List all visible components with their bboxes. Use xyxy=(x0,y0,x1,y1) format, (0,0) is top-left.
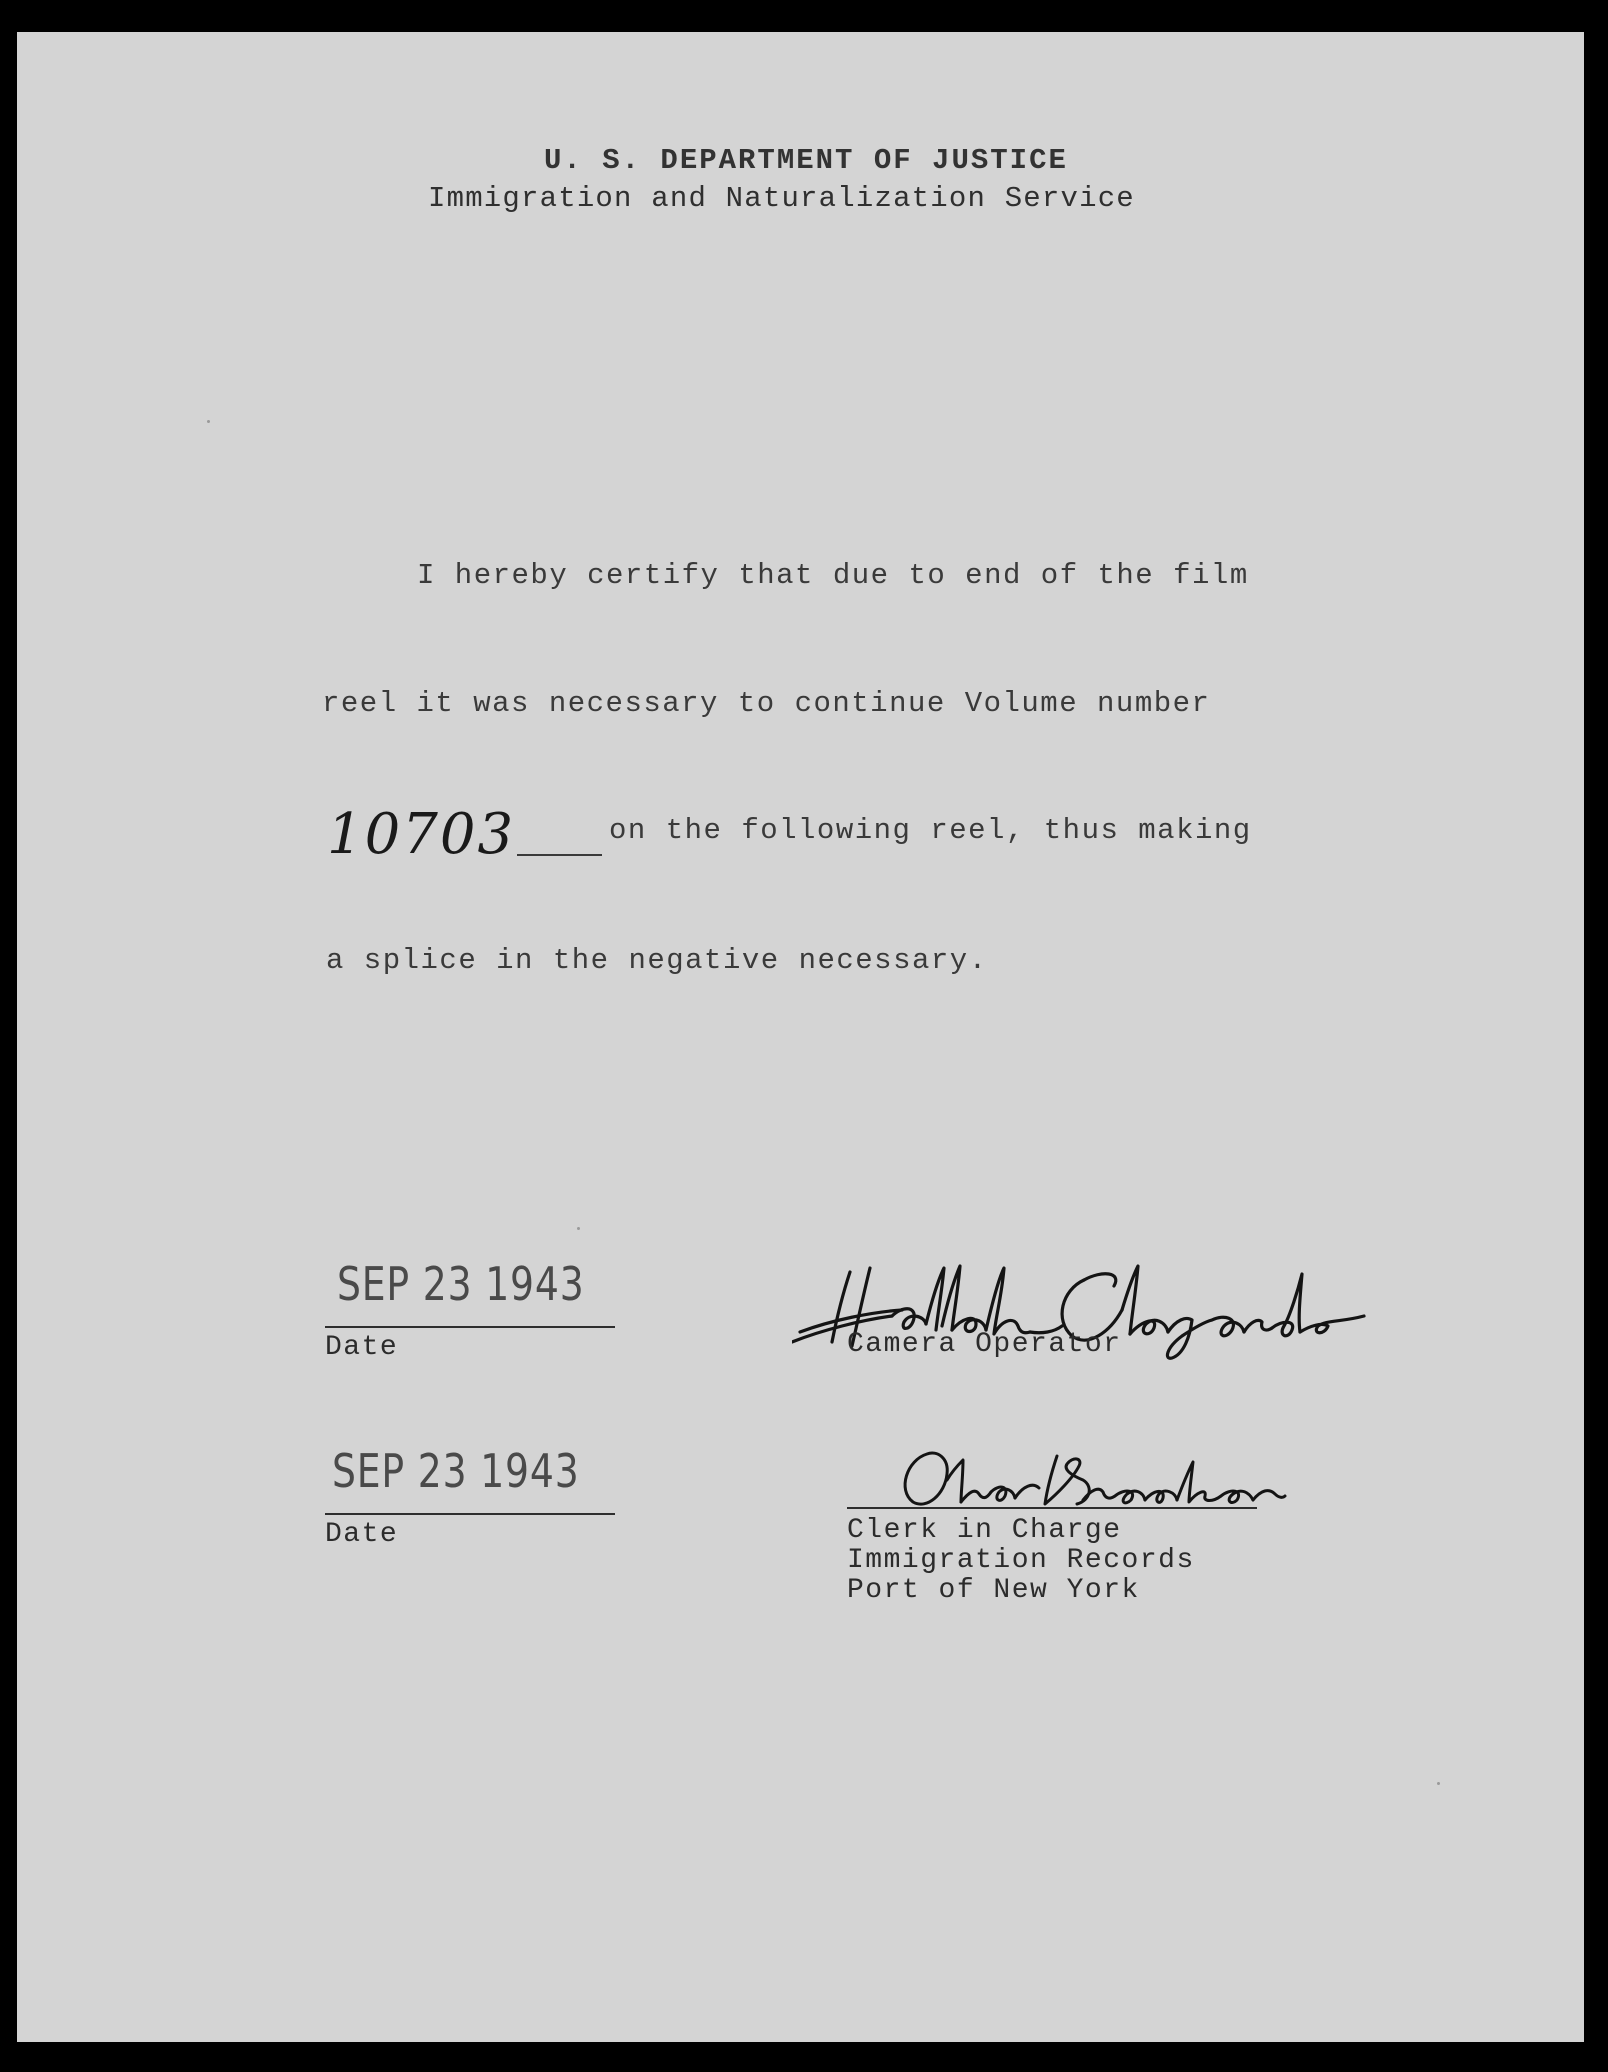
date-stamp-2: SEP 23 1943 xyxy=(332,1444,580,1498)
agency-heading: U. S. DEPARTMENT OF JUSTICE xyxy=(544,144,1068,177)
certification-line-3: on the following reel, thus making xyxy=(609,814,1252,847)
volume-number-handwritten: 10703 xyxy=(327,802,516,867)
clerk-signature-line xyxy=(847,1507,1257,1509)
date-1-signature-line xyxy=(325,1326,615,1328)
clerk-title-line-2: Immigration Records xyxy=(847,1545,1195,1576)
certification-line-2: reel it was necessary to continue Volume number xyxy=(322,687,1211,720)
service-subheading: Immigration and Naturalization Service xyxy=(428,182,1135,215)
clerk-title-line-1: Clerk in Charge xyxy=(847,1515,1122,1546)
certification-line-1: I hereby certify that due to end of the film xyxy=(417,559,1249,592)
date-2-signature-line xyxy=(325,1513,615,1515)
scan-speck xyxy=(1437,1782,1440,1785)
camera-operator-label: Camera Operator xyxy=(847,1329,1122,1360)
document-page xyxy=(17,32,1584,2042)
scan-speck xyxy=(207,420,210,423)
scan-speck xyxy=(577,1227,580,1230)
clerk-title-line-3: Port of New York xyxy=(847,1575,1140,1606)
clerk-signature xyxy=(887,1440,1287,1515)
volume-number-underline xyxy=(517,854,602,856)
certification-line-4: a splice in the negative necessary. xyxy=(326,944,988,977)
date-stamp-1: SEP 23 1943 xyxy=(337,1257,585,1311)
date-1-label: Date xyxy=(325,1332,399,1363)
date-2-label: Date xyxy=(325,1519,399,1550)
